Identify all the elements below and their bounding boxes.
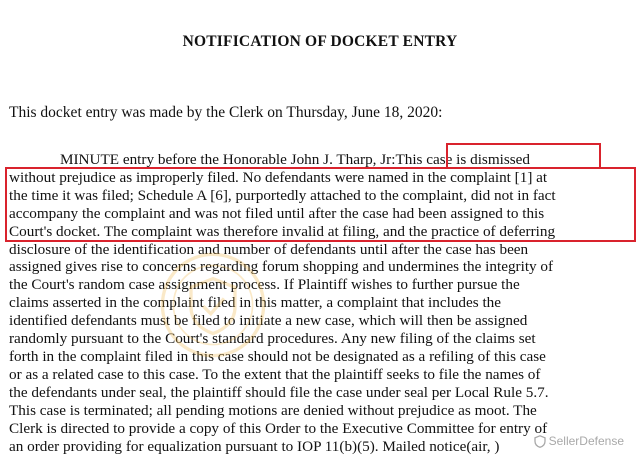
minute-entry-line: assigned gives rise to concerns regarding forum shopping and undermines the integrity of <box>9 258 554 276</box>
minute-entry-line: claims asserted in the complaint filed in this matter, a complaint that includes the <box>9 294 502 312</box>
minute-entry-line: an order providing for equalization pursuant to IOP 11(b)(5). Mailed notice(air, ) <box>9 437 500 455</box>
document-title: NOTIFICATION OF DOCKET ENTRY <box>182 33 458 50</box>
brand-name: SellerDefense <box>548 434 624 448</box>
minute-entry-line: accompany the complaint and was not filed until after the case had been assigned to this <box>9 204 545 222</box>
minute-entry-line: the defendants under seal, the plaintiff should file the case under seal per Local Rule 5.7. <box>9 383 549 401</box>
shield-logo-icon <box>534 435 546 448</box>
minute-entry-line: Court's docket. The complaint was therefore invalid at filing, and the practice of deferring <box>9 222 556 240</box>
minute-entry-line: disclosure of the identification and number of defendants until after the case has been <box>9 240 529 258</box>
minute-entry-line: identified defendants must be filed to initiate a new case, which will then be assigned <box>9 312 528 330</box>
docket-intro: This docket entry was made by the Clerk on Thursday, June 18, 2020: <box>9 104 443 121</box>
minute-entry-line: or as a related case to this case. To the extent that the plaintiff seeks to file the names of <box>9 365 541 383</box>
minute-entry-line: the Court's random case assignment process. If Plaintiff wishes to further pursue the <box>9 276 520 294</box>
minute-entry-line: MINUTE entry before the Honorable John J. Tharp, Jr:This case is dismissed <box>60 151 531 168</box>
brand-watermark <box>534 434 624 448</box>
minute-entry-line: This case is terminated; all pending motions are denied without prejudice as moot. The <box>9 401 537 419</box>
minute-entry-line: the time it was filed; Schedule A [6], purportedly attached to the complaint, did not in fact <box>9 186 556 204</box>
minute-entry-line: forth in the complaint filed in this case should not be designated as a refiling of this case <box>9 347 546 365</box>
minute-entry-line: without prejudice as improperly filed. No defendants were named in the complaint [1] at <box>9 168 548 186</box>
minute-entry-body <box>9 151 639 455</box>
minute-entry-line: Clerk is directed to provide a copy of this Order to the Executive Committee for entry of <box>9 419 548 437</box>
minute-entry-line: randomly pursuant to the Court's standard procedures. Any new filing of the claims set <box>9 330 536 348</box>
